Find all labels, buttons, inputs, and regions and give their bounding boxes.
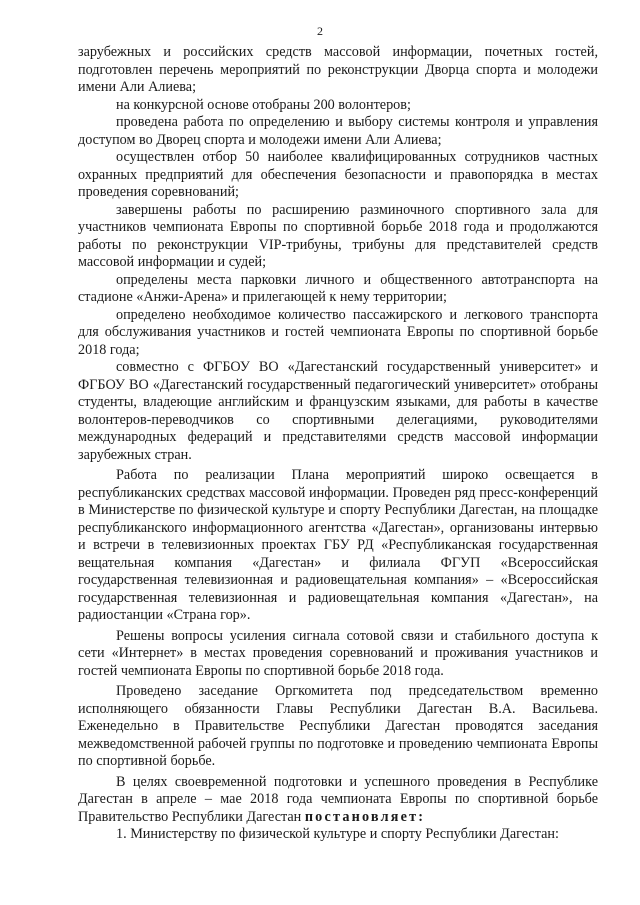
document-body xyxy=(78,44,598,844)
paragraph: проведена работа по определению и выбору системы контроля и управления доступом во Дворец спорта и молодежи имени Али Алиева; xyxy=(78,114,598,148)
paragraph: совместно с ФГБОУ ВО «Дагестанский государственный университет» и ФГБОУ ВО «Дагестанский государственный педагогический университет» отобраны студенты, владеющие английским и французским языками, для работы в качестве волонтеров-переводчиков со спортивными делегациями, руководителями международных федераций и представителями средств массовой информации зарубежных стран. xyxy=(78,359,598,463)
page-number: 2 xyxy=(317,24,323,38)
paragraph: на конкурсной основе отобраны 200 волонтеров; xyxy=(116,96,411,113)
paragraph: Решены вопросы усиления сигнала сотовой связи и стабильного доступа к сети «Интернет» в местах проведения соревнований и проживания участников и гостей чемпионата Европы по спортивной борьбе 2018 года. xyxy=(78,627,598,679)
resolution-paragraph xyxy=(78,774,598,827)
paragraph: определены места парковки личного и общественного автотранспорта на стадионе «Анжи-Арена» и прилегающей к нему территории; xyxy=(78,271,598,305)
paragraph: завершены работы по расширению разминочного спортивного зала для участников чемпионата Европы по спортивной борьбе 2018 года и продолжаются работы по реконструкции VIP-трибуны, трибуны для представителей средств массовой информации и судей; xyxy=(78,201,598,270)
paragraph: зарубежных и российских средств массовой информации, почетных гостей, подготовлен перечень мероприятий по реконструкции Дворца спорта и молодежи имени Али Алиева; xyxy=(78,44,598,95)
paragraph: Работа по реализации Плана мероприятий широко освещается в республиканских средствах массовой информации. Проведен ряд пресс-конференций в Министерстве по физической культуре и спорту Республики Дагестан, на площадке республиканского информационного агентства «Дагестан», организованы интервью и встречи в телевизионных проектах ГБУ РД «Республиканская государственная вещательная компания «Дагестан» и филиала ФГУП «Всероссийская государственная телевизионная и радиовещательная компания» – «Всероссийская государственная телевизионная и радиовещательная компания «Дагестан», на радиостанции «Страна гор». xyxy=(78,467,598,623)
paragraph: осуществлен отбор 50 наиболее квалифицированных сотрудников частных охранных предприятий для обеспечения безопасности и правопорядка в местах проведения соревнований; xyxy=(78,149,598,200)
paragraph: определено необходимое количество пассажирского и легкового транспорта для обслуживания участников и гостей чемпионата Европы по спортивной борьбе 2018 года; xyxy=(78,306,598,358)
paragraph: 1. Министерству по физической культуре и спорту Республики Дагестан: xyxy=(116,826,559,842)
resolution-text: В целях своевременной подготовки и успешного проведения в Республике Дагестан в апреле – мае 2018 года чемпионата Европы по спортивной борьбе Правительство Республики Дагестан xyxy=(78,773,598,825)
resolution-keyword: постановляет: xyxy=(304,808,426,825)
paragraph: Проведено заседание Оргкомитета под председательством временно исполняющего обязанности Главы Республики Дагестан В.А. Васильева. Еженедельно в Правительстве Республики Дагестан проводятся заседания межведомственной рабочей группы по подготовке и проведению чемпионата Европы по спортивной борьбе. xyxy=(78,683,598,769)
